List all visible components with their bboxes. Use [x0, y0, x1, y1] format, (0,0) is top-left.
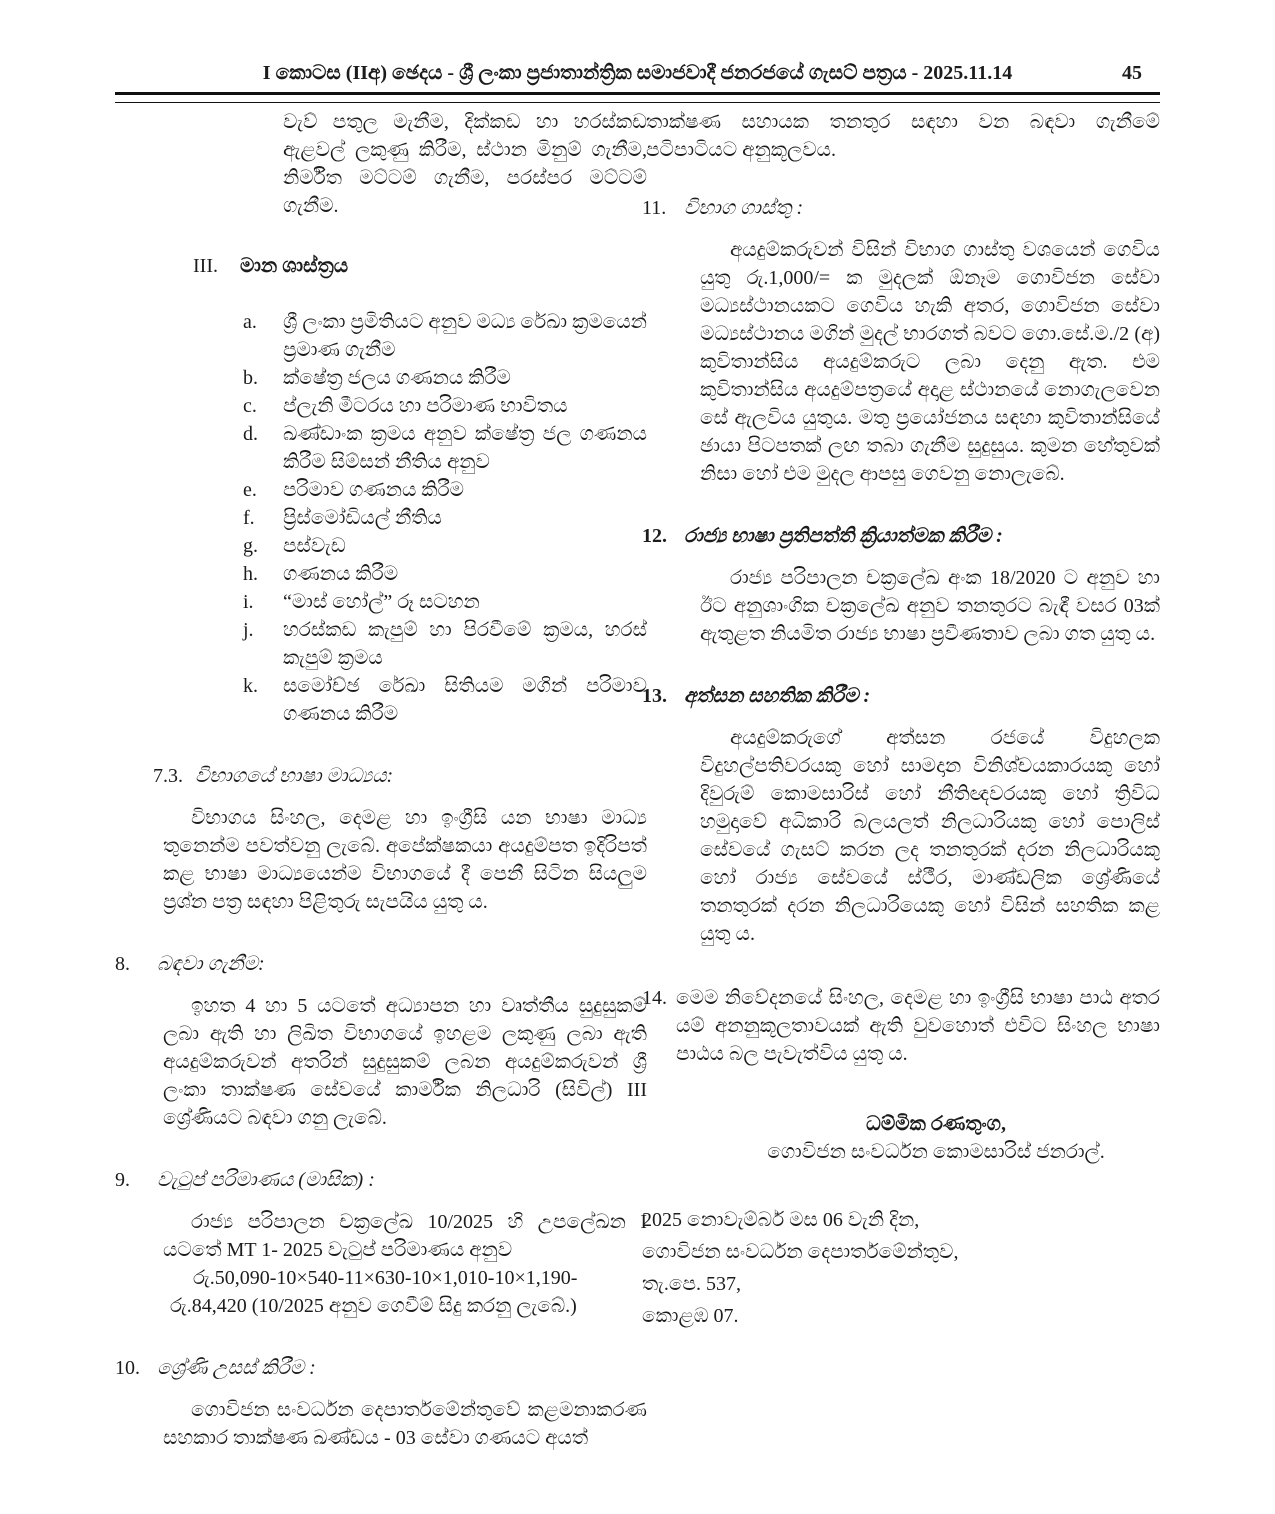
- list-item-text: පස්වැඩ: [283, 535, 346, 557]
- header-double-rule: [115, 92, 1160, 103]
- left-column: [115, 108, 647, 1452]
- list-item-letter: g.: [243, 535, 258, 557]
- list-item-text: ප්‍රිස්මෝඩියල් නීතිය: [283, 507, 442, 529]
- section-14-body: මෙම නිවේදනයේ සිංහල, දෙමළ හා ඉංග්‍රීසි භාෂා පාඨ අතර යම් අනනුකූලතාවයක් ඇති වුවහොත් එවිට සිංහල භාෂා පාඨය බල පැවැත්විය යුතු ය.: [676, 987, 1160, 1065]
- section-13-body: අයදුම්කරුගේ අත්සන රජයේ විදුහලක විදුහල්පතිවරයකු හෝ සාමදාන විනිශ්චයකාරයකු හෝ දිවුරුම් කොමසාරිස් හෝ නීතිඥවරයකු හෝ ත්‍රිවිධ හමුදාවේ අධිකාරි බලයලත් නිලධාරියකු හෝ පොලිස් සේවයේ ගැසට් කරන ලද තනතුරක් දරන නිලධාරියකු හෝ රාජ්‍ය සේවයේ ස්ථීර, මාණ්ඩලික ශ්‍රේණියේ තනතුරක් දරන නිලධාරියෙකු හෝ විසින් සහතික කළ යුතු ය.: [700, 727, 1160, 945]
- list-item-text: ගණනය කිරීම: [283, 563, 399, 585]
- section-13-heading: [642, 682, 1160, 710]
- list-item: [115, 476, 647, 504]
- list-item: [115, 672, 647, 728]
- list-item: [115, 308, 647, 364]
- section-10-body: ගොවිජන සංවර්ධන දෙපාර්තමේන්තුවේ කළමනාකරණ සහකාර තාක්ෂණ ඛණ්ඩය - 03 සේවා ගණයට අයත්: [163, 1399, 647, 1449]
- section-12-heading: [642, 522, 1160, 550]
- section-number: 14.: [642, 987, 667, 1009]
- signatory-name: ධම්මික රණතුංග,: [866, 1113, 1006, 1135]
- section-number: 13.: [642, 685, 667, 707]
- list-item-text: පරිමාව ගණනය කිරීම: [283, 479, 465, 501]
- address-line-department: ගොවිජන සංවර්ධන දෙපාර්තමේන්තුව,: [642, 1241, 959, 1263]
- section-title: විභාගයේ භාෂා මාධ්‍යය:: [195, 765, 394, 787]
- list-item: [115, 504, 647, 532]
- section-number: 12.: [642, 525, 667, 547]
- intro-paragraph: වැව් පතුල මැනීම, දික්කඩ හා හරස්කඩ ඇළවල් ලකුණු කිරීම, ස්ථාන මිනුම් ගැනීම, නිර්මිත මට්ටම් ගැනීම, පරස්පර මට්ටම් ගැනීම.: [283, 111, 647, 217]
- list-item-text: ශ්‍රී ලංකා ප්‍රමිතියට අනුව මධ්‍ය රේඛා ක්‍රමයෙන් ප්‍රමාණ ගැනීම: [283, 311, 647, 361]
- salary-scale-line2: රු.84,420 (10/2025 අනුව ගෙවීම් සිදු කරනු ලැබේ.): [170, 1295, 577, 1317]
- list-item-letter: e.: [243, 479, 257, 501]
- list-item-text: හරස්කඩ කැපුම් හා පිරවීමේ ක්‍රමය, හරස් කැපුම් ක්‍රමය: [283, 619, 647, 669]
- list-item: [115, 616, 647, 672]
- section-title: විභාග ගාස්තු :: [684, 197, 804, 219]
- page-number: 45: [1122, 62, 1142, 84]
- signature-block: [642, 1110, 1160, 1166]
- section-iii-heading: [115, 252, 647, 280]
- gazette-header-title: I කොටස (IIඅ) ඡෙදය - ශ්‍රී ලංකා ප්‍රජාතාන්ත්‍රික සමාජවාදී ජනරජයේ ගැසට් පත්‍රය - 2025.11.14: [262, 62, 1013, 84]
- section-11-body: අයදුම්කරුවන් විසින් විභාග ගාස්තු වශයෙන් ගෙවිය යුතු රු.1,000/= ක මුදලක් ඕනෑම ගොවිජන සේවා මධ්‍යස්ථානයකට ගෙවිය හැකි අතර, ගොවිජන සේවා මධ්‍යස්ථානය මගින් මුදල් භාරගත් බවට ගො.සේ.ම./2 (අ) කුවිතාන්සිය අයදුම්කරුට ලබා දෙනු ඇත. එම කුවිතාන්සිය අයදුම්පත්‍රයේ අදාළ ස්ථානයේ නොගැලවෙන සේ ඇලවිය යුතුය. මතු ප්‍රයෝජනය සඳහා කුවිතාන්සියේ ඡායා පිටපතක් ලඟ තබා ගැනීම සුදුසුය. කුමන හේතුවක් නිසා හෝ එම මුදල ආපසු ගෙවනු නොලැබේ.: [700, 239, 1160, 485]
- section-iii-number: III.: [193, 255, 218, 277]
- salary-scale-line1: රු.50,090-10×540-11×630-10×1,010-10×1,190-: [193, 1267, 578, 1289]
- section-9-heading: [115, 1166, 647, 1194]
- section-8-heading: [115, 950, 647, 978]
- list-item-letter: i.: [243, 591, 254, 613]
- page-header: [115, 60, 1160, 86]
- list-item: [115, 364, 647, 392]
- section-number: 7.3.: [153, 765, 183, 787]
- section-iii-title: මාන ශාස්ත්‍රය: [240, 255, 349, 277]
- section-number: 11.: [642, 197, 667, 219]
- section-12-body: රාජ්‍ය පරිපාලන චක්‍රලේඛ අංක 18/2020 ට අනුව හා ඊට අනුශාංගික චක්‍රලේඛ අනුව තනතුරට බැඳී වසර 03ක් ඇතුළත නියමිත රාජ්‍ය භාෂා ප්‍රවීණතාව ලබා ගත යුතු ය.: [700, 567, 1160, 645]
- section-10-heading: [115, 1354, 647, 1382]
- list-item-letter: c.: [243, 395, 257, 417]
- section-title: බඳවා ගැනීම:: [157, 953, 265, 975]
- list-item-text: සමෝච්ඡ රේඛා සිතියම මගින් පරිමාව ගණනය කිරීම: [283, 675, 647, 725]
- list-item-text: “මාස් හෝල්” රූ සටහන: [283, 591, 480, 613]
- section-number: 10.: [115, 1357, 140, 1379]
- section-8-body: ඉහත 4 හා 5 යටතේ අධ්‍යාපන හා වෘත්තීය සුදුසුකම් ලබා ඇති හා ලිඛිත විභාගයේ ඉහළම ලකුණු ලබා ඇති අයදුම්කරුවන් අතරින් සුදුසුකම් ලබන අයදුම්කරුවන් ශ්‍රී ලංකා තාක්ෂණ සේවයේ කාර්මික නිලධාරි (සිවිල්) III ශ්‍රේණියට බඳවා ගනු ලැබේ.: [163, 995, 647, 1129]
- address-line-date: 2025 නොවැම්බර් මස 06 වැනි දින,: [642, 1209, 920, 1231]
- list-item-text: ක්ෂේත්‍ර ජලය ගණනය කිරීම: [283, 367, 511, 389]
- list-item-letter: a.: [243, 311, 257, 333]
- list-item-letter: d.: [243, 423, 258, 445]
- section-number: 9.: [115, 1169, 130, 1191]
- list-item-letter: k.: [243, 675, 258, 697]
- signatory-title: ගොවිජන සංවර්ධන කොමසාරිස් ජනරාල්.: [767, 1141, 1105, 1163]
- list-item: [115, 420, 647, 476]
- list-item-letter: h.: [243, 563, 258, 585]
- section-title: වැටුප් පරිමාණය (මාසික) :: [157, 1169, 375, 1191]
- list-item: [115, 532, 647, 560]
- list-item: [115, 392, 647, 420]
- list-item-letter: b.: [243, 367, 258, 389]
- address-line-pobox: තැ.පෙ. 537,: [642, 1273, 741, 1295]
- continuation-paragraph: තාක්ෂණ සහායක තනතුර සඳහා වන බඳවා ගැනීමේ පටිපාටියට අනුකූලවය.: [646, 111, 1160, 161]
- section-14: [642, 984, 1160, 1068]
- right-column: [642, 108, 1160, 1332]
- list-item-text: ප්ලැනි මීටරය හා පරිමාණ භාවිතය: [283, 395, 568, 417]
- address-block: [642, 1204, 1160, 1332]
- section-9-body: රාජ්‍ය පරිපාලන චක්‍රලේඛ 10/2025 හි උපලේඛන I යටතේ MT 1- 2025 වැටුප් පරිමාණය අනුව: [163, 1211, 647, 1261]
- section-7-3-body: විභාගය සිංහල, දෙමළ හා ඉංග්‍රීසි යන භාෂා මාධ්‍ය තුනෙන්ම පවත්වනු ලැබේ. අපේක්ෂකයා අයදුම්පත ඉදිරිපත් කළ භාෂා මාධ්‍යයෙන්ම විභාගයේ දී පෙනී සිටින සියලුම ප්‍රශ්න පත්‍ර සඳහා පිළිතුරු සැපයිය යුතු ය.: [163, 807, 647, 913]
- section-number: 8.: [115, 953, 130, 975]
- list-item: [115, 588, 647, 616]
- lettered-list: [115, 308, 647, 728]
- list-item-letter: j.: [243, 619, 254, 641]
- section-title: අත්සන සහතික කිරීම :: [684, 685, 871, 707]
- list-item-text: ඛණ්ඩාංක ක්‍රමය අනුව ක්ෂේත්‍ර ජල ගණනය කිරීම සිම්සන් නීතිය අනුව: [283, 423, 647, 473]
- list-item: [115, 560, 647, 588]
- section-title: ශ්‍රේණි උසස් කිරීම :: [157, 1357, 316, 1379]
- address-line-city: කොළඹ 07.: [642, 1305, 739, 1327]
- list-item-letter: f.: [243, 507, 255, 529]
- section-11-heading: [642, 194, 1160, 222]
- section-title: රාජ්‍ය භාෂා ප්‍රතිපත්ති ක්‍රියාත්මක කිරීම :: [684, 525, 1003, 547]
- section-7-3-heading: [115, 762, 647, 790]
